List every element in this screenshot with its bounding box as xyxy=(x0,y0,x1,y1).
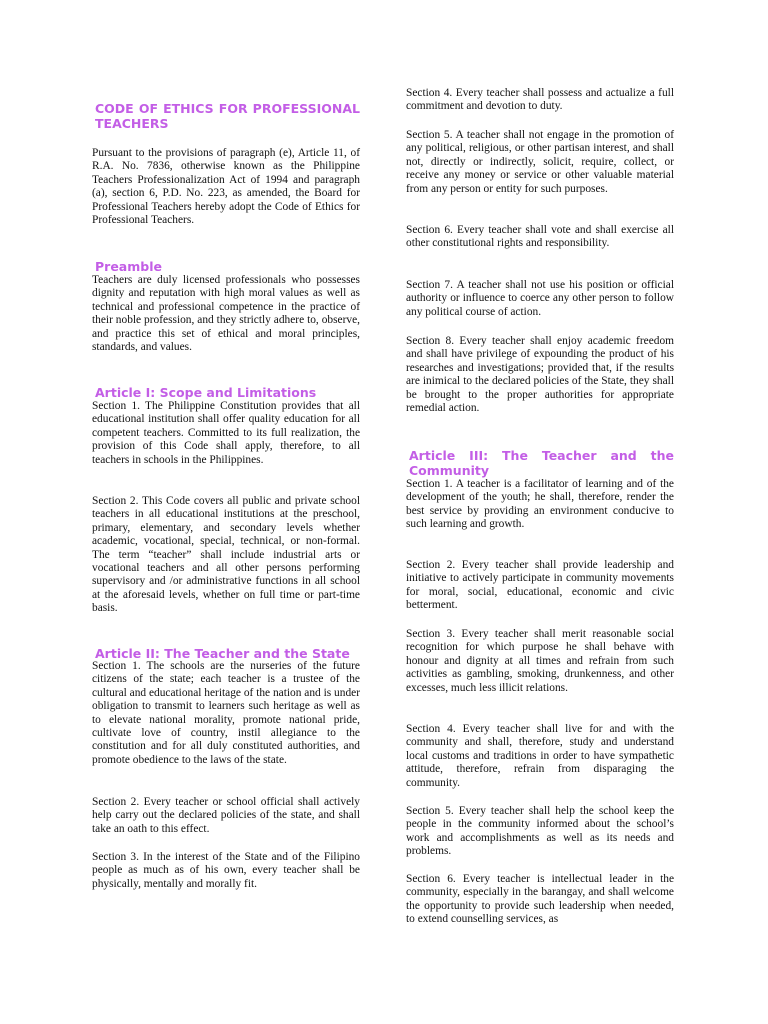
article-2-section-7: Section 7. A teacher shall not use his position or official authority or influence to coerce any other person to follow any political course of action. xyxy=(406,279,674,318)
article-3-section-6: Section 6. Every teacher is intellectual leader in the community, especially in the barangay, and shall welcome the opportunity to provide such leadership when needed, to extend counselling services, as xyxy=(406,873,674,926)
preamble-paragraph: Teachers are duly licensed professionals who possesses dignity and reputation with high moral values as well as technical and professional competence in the practice of their noble profession, and they strictly adhere to, observe, and practice this set of ethical and moral principles, standards, and values. xyxy=(92,274,360,354)
article-2-heading: Article II: The Teacher and the State xyxy=(95,646,350,661)
article-2-section-5: Section 5. A teacher shall not engage in the promotion of any political, religious, or other partisan interest, and shall not, directly or indirectly, solicit, require, collect, or receive any money or service or other valuable material from any person or entity for such purposes. xyxy=(406,129,674,195)
article-1-section-2: Section 2. This Code covers all public and private school teachers in all educational institutions at the preschool, primary, elementary, and secondary levels whether academic, vocational, special, technical, or non-formal. The term “teacher” shall include industrial arts or vocational teachers and all other persons performing supervisory and /or administrative functions in all school at the aforesaid levels, whether on full time or part-time basis. xyxy=(92,495,360,615)
article-3-section-5: Section 5. Every teacher shall help the school keep the people in the community informed about the school’s work and accomplishments as well as its needs and problems. xyxy=(406,805,674,858)
article-2-section-2: Section 2. Every teacher or school official shall actively help carry out the declared policies of the state, and shall take an oath to this effect. xyxy=(92,796,360,835)
article-3-section-1: Section 1. A teacher is a facilitator of learning and of the development of the youth; he shall, therefore, render the best service by providing an environment conducive to such learning and growth. xyxy=(406,478,674,531)
article-3-heading: Article III: The Teacher and the Community xyxy=(409,448,674,478)
article-2-section-6: Section 6. Every teacher shall vote and shall exercise all other constitutional rights and responsibility. xyxy=(406,224,674,250)
article-2-section-3: Section 3. In the interest of the State and of the Filipino people as much as of his own, every teacher shall be physically, mentally and morally fit. xyxy=(92,851,360,890)
preamble-heading: Preamble xyxy=(95,259,162,274)
article-2-section-1: Section 1. The schools are the nurseries of the future citizens of the state; each teacher is a trustee of the cultural and educational heritage of the nation and is under obligation to transmit to learners such heritage as well as to elevate national morality, promote national pride, cultivate love of country, instil allegiance to the constitution and for all duly constituted authorities, and promote obedience to the laws of the state. xyxy=(92,660,360,766)
article-3-section-4: Section 4. Every teacher shall live for and with the community and shall, therefore, study and understand local customs and traditions in order to have sympathetic attitude, therefore, refrain from disparaging the community. xyxy=(406,723,674,789)
article-2-section-4: Section 4. Every teacher shall possess and actualize a full commitment and devotion to duty. xyxy=(406,87,674,113)
article-3-section-3: Section 3. Every teacher shall merit reasonable social recognition for which purpose he shall behave with honour and dignity at all times and refrain from such activities as gambling, smoking, drunkenness, and other excesses, much less illicit relations. xyxy=(406,628,674,694)
article-3-section-2: Section 2. Every teacher shall provide leadership and initiative to actively participate in community movements for moral, social, educational, economic and civic betterment. xyxy=(406,559,674,612)
article-1-section-1: Section 1. The Philippine Constitution provides that all educational institution shall offer quality education for all competent teachers. Committed to its full realization, the provision of this Code shall apply, therefore, to all teachers in schools in the Philippines. xyxy=(92,400,360,466)
intro-paragraph: Pursuant to the provisions of paragraph (e), Article 11, of R.A. No. 7836, otherwise known as the Philippine Teachers Professionalization Act of 1994 and paragraph (a), section 6, P.D. No. 223, as amended, the Board for Professional Teachers hereby adopt the Code of Ethics for Professional Teachers. xyxy=(92,147,360,227)
document-title: CODE OF ETHICS FOR PROFESSIONAL TEACHERS xyxy=(95,101,360,131)
article-2-section-8: Section 8. Every teacher shall enjoy academic freedom and shall have privilege of expounding the product of his researches and investigations; provided that, if the results are inimical to the declared policies of the State, they shall be brought to the proper authorities for appropriate remedial action. xyxy=(406,335,674,415)
article-1-heading: Article I: Scope and Limitations xyxy=(95,385,317,400)
